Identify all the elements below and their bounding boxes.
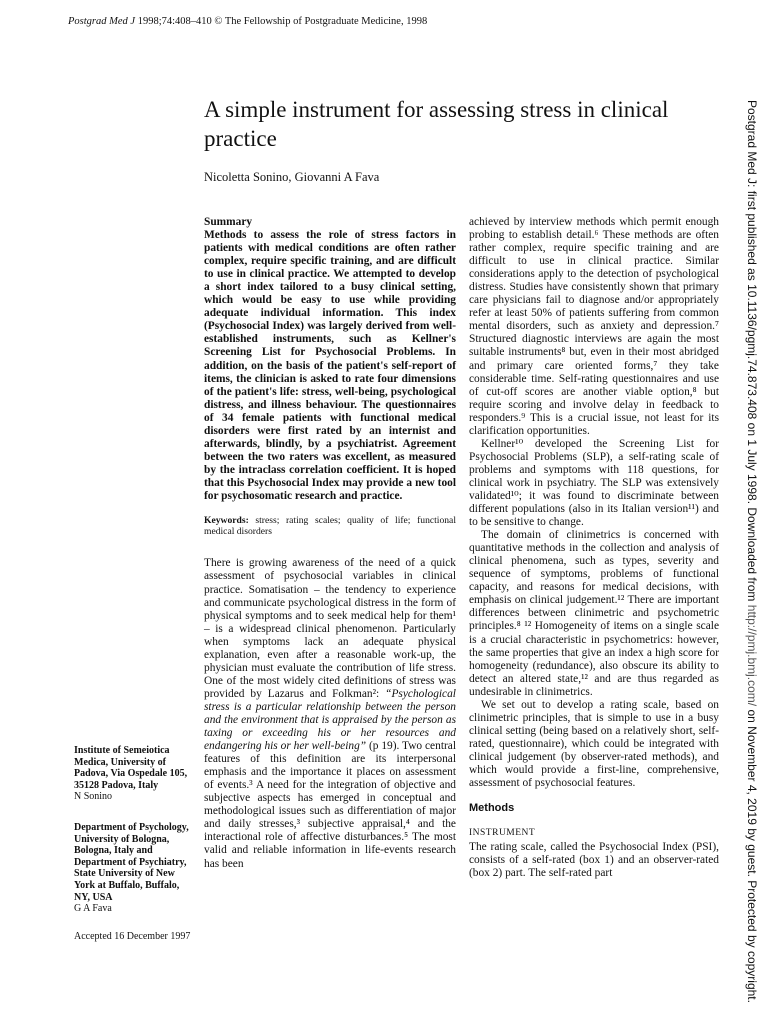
journal-name: Postgrad Med J: [68, 16, 136, 27]
intro-text-tail: (p 19). Two central features of this definition are its interpersonal emphasis and the importance it places on assessment of events.³ A need for the integration of objective and subjective aspects has emerged in conceptual and methodological issues such as differentiation of major and daily stresses,³ subjective appraisal,⁴ and the interactional role of affective disturbances.⁵ The most valid and reliable information in life-events research has been: [204, 740, 456, 870]
affiliation-institution: Department of Psychology, University of Bologna, Bologna, Italy and Department of Psychiatry, State University of New York at Buffalo, Buffalo, NY, USA: [74, 822, 189, 903]
journal-link[interactable]: http://pmj.bmj.com/: [745, 604, 759, 707]
affiliation-person: G A Fava: [74, 903, 112, 915]
stress-definition-quote: “Psychological stress is a particular relationship between the person and the environment that is appraised by the person as taxing or exceeding his or her resources and endangering his or her well-being”: [204, 687, 456, 753]
affiliation-person: N Sonino: [74, 791, 113, 803]
authors: Nicoletta Sonino, Giovanni A Fava: [204, 170, 380, 184]
keywords-label: Keywords:: [204, 515, 249, 527]
accepted-date: Accepted 16 December 1997: [74, 931, 191, 942]
article-title: A simple instrument for assessing stress in clinical practice: [204, 97, 669, 151]
paragraph: The rating scale, called the Psychosocial Index (PSI), consists of a self-rated (box 1) and an observer-rated (box 2) part. The self-rated part: [469, 841, 719, 880]
paragraph: Kellner¹⁰ developed the Screening List for Psychosocial Problems (SLP), a self-rating scale of problems and symptoms with 118 questions, for clinical work in psychiatry. The SLP was extensively validated¹⁰; it was found to discriminate between different populations (also in its Italian version¹¹) and to be sensitive to change.: [469, 437, 719, 529]
citation: 1998;74:408–410 © The Fellowship of Postgraduate Medicine, 1998: [135, 16, 428, 27]
instrument-subheading: INSTRUMENT: [469, 828, 536, 839]
paragraph: We set out to develop a rating scale, based on clinimetric principles, that is simple to use in a busy clinical setting (being based on a relatively short, self-rated, questionnaire), which could be integrated with clinical judgement (by observer-rated methods), and which would provide a first-line, comprehensive, assessment of psychosocial features.: [469, 698, 719, 790]
intro-paragraph: [204, 557, 456, 870]
affiliation-block: [74, 745, 194, 803]
summary-body: Methods to assess the role of stress factors in patients with medical conditions are often rather complex, require specific training, and are difficult to use in clinical practice. We attempted to develop a short index tailored to a busy clinical setting, which would be easy to use while providing adequate individual information. This index (Psychosocial Index) was largely derived from well-established instruments, such as Kellner's Screening List for Psychosocial Problems. In addition, on the basis of the patient's self-report of items, the clinician is asked to rate four dimensions of the patient's life: stress, well-being, psychological distress, and illness behaviour. The questionnaires of 34 female patients with functional medical disorders were first rated by an internist and afterwards, blindly, by a psychiatrist. Agreement between the two raters was excellent, as measured by the intraclass correlation coefficient. It is hoped that this Psychosocial Index may provide a new tool for psychosomatic research and practice.: [204, 229, 456, 502]
methods-heading: Methods: [469, 802, 515, 815]
paragraph: achieved by interview methods which permit enough probing to establish detail.⁶ These methods are often rather complex, require specific training and are difficult to use in clinical practice. Similar considerations apply to the detection of psychological distress. Studies have consistently shown that primary care physicians fail to diagnose and/or appropriately refer at least 50% of patients suffering from common mental disorders, such as anxiety and depression.⁷ Structured diagnostic interviews are again the most suitable instruments⁸ but, even in their most abridged and primary care oriented forms,⁷ they take considerable time. Self-rating questionnaires and use of cut-off scores are another viable option,⁸ but require scoring and involve delay in feedback to responders.⁹ This is a crucial issue, not least for its clarification opportunities.: [469, 216, 719, 437]
side-notice-text-tail: on November 4, 2019 by guest. Protected by copyright.: [745, 706, 759, 1003]
copyright-side-notice: [745, 100, 759, 1003]
keywords: [204, 515, 456, 537]
right-column: [469, 216, 719, 880]
keywords-text: stress; rating scales; quality of life; functional medical disorders: [204, 515, 456, 538]
intro-text: There is growing awareness of the need of a quick assessment of psychosocial variables in clinical practice. Somatisation – the tendency to experience and communicate psychological distress in the form of physical symptoms and to seek medical help for them¹ – is a widespread clinical phenomenon. Particularly when symptoms lack an adequate physical explanation, even after a reasonable work-up, the physician must evaluate the contribution of life stress. One of the most widely cited definitions of stress was provided by Lazarus and Folkman²:: [204, 557, 456, 700]
affiliation-institution: Institute of Semeiotica Medica, University of Padova, Via Ospedale 105, 35128 Padova, Italy: [74, 745, 188, 791]
summary-heading: Summary: [204, 216, 253, 228]
affiliation-block: [74, 822, 194, 915]
running-head: [68, 16, 427, 27]
paragraph: The domain of clinimetrics is concerned with quantitative methods in the collection and analysis of clinical phenomena, such as types, severity and sequence of symptoms, problems of functional capacity, and reasons for medical decisions, with emphasis on clinical judgement.¹² There are important differences between clinimetric and psychometric principles.⁸ ¹² Homogeneity of items on a single scale is a crucial characteristic in psychometrics: however, the same properties that give an index a high score for homogeneity (redundance), also obscure its ability to detect an altered state,¹² and are thus regarded as undesirable in clinimetrics.: [469, 529, 719, 698]
left-column: [204, 216, 456, 871]
side-notice-text: Postgrad Med J: first published as 10.1136/pgmj.74.873.408 on 1 July 1998. Downloaded from: [745, 100, 759, 605]
